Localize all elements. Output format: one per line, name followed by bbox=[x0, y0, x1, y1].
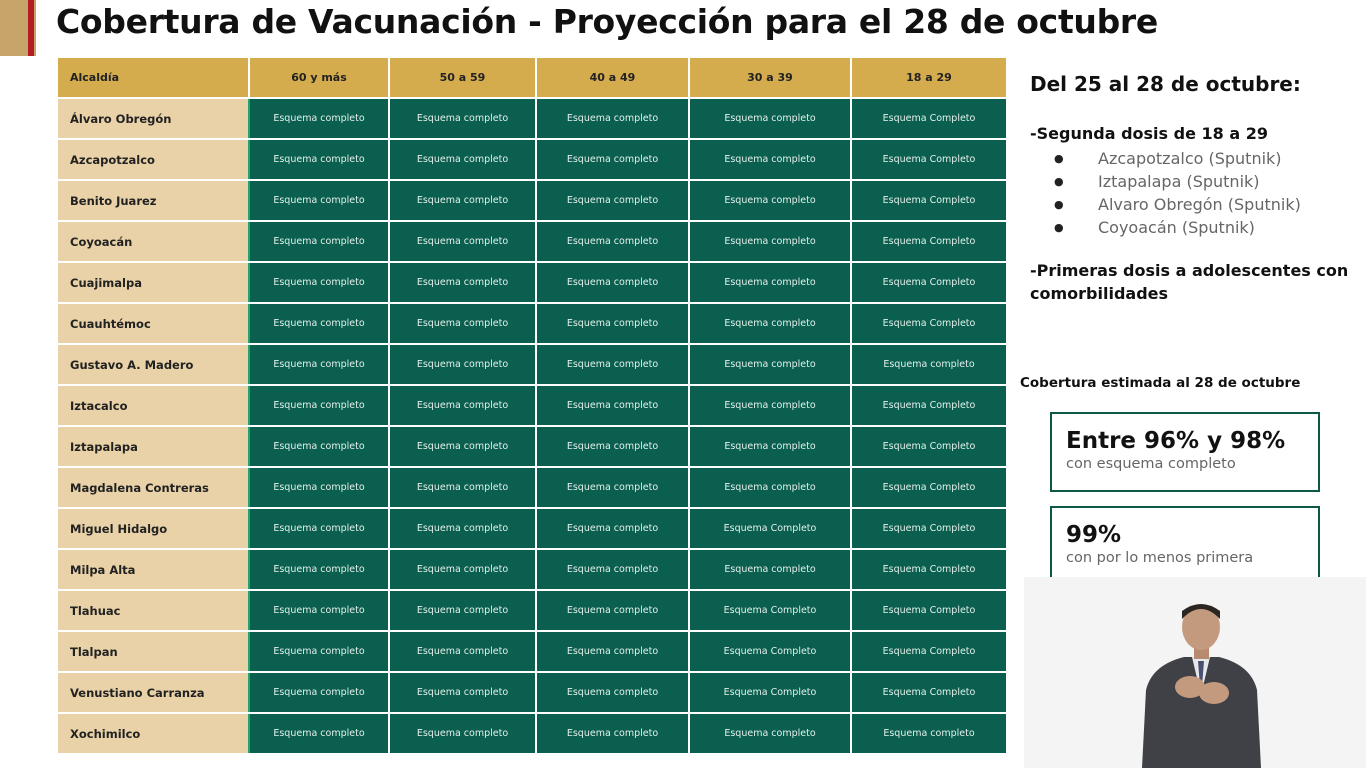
status-cell: Esquema Completo bbox=[851, 385, 1007, 426]
table-header: 30 a 39 bbox=[689, 57, 851, 98]
alcaldia-name: Milpa Alta bbox=[57, 549, 249, 590]
status-cell: Esquema completo bbox=[536, 221, 689, 262]
alcaldia-name: Iztacalco bbox=[57, 385, 249, 426]
status-cell: Esquema Completo bbox=[851, 98, 1007, 139]
table-header: Alcaldía bbox=[57, 57, 249, 98]
coverage-percent: 99% bbox=[1066, 522, 1122, 548]
table-row bbox=[57, 262, 1007, 303]
alcaldia-name: Venustiano Carranza bbox=[57, 672, 249, 713]
status-cell: Esquema completo bbox=[389, 426, 536, 467]
status-cell: Esquema completo bbox=[389, 631, 536, 672]
status-cell: Esquema completo bbox=[851, 344, 1007, 385]
status-cell: Esquema completo bbox=[389, 303, 536, 344]
table-row bbox=[57, 549, 1007, 590]
status-cell: Esquema completo bbox=[689, 262, 851, 303]
table-header: 50 a 59 bbox=[389, 57, 536, 98]
status-cell: Esquema Completo bbox=[851, 426, 1007, 467]
table-header: 60 y más bbox=[249, 57, 389, 98]
coverage-range: Entre 96% y 98% bbox=[1066, 428, 1286, 454]
status-cell: Esquema completo bbox=[249, 262, 389, 303]
page-title: Cobertura de Vacunación - Proyección para el 28 de octubre bbox=[56, 2, 1158, 41]
status-cell: Esquema completo bbox=[389, 467, 536, 508]
alcaldia-name: Xochimilco bbox=[57, 713, 249, 754]
status-cell: Esquema completo bbox=[249, 590, 389, 631]
status-cell: Esquema Completo bbox=[851, 467, 1007, 508]
status-cell: Esquema completo bbox=[389, 713, 536, 754]
status-cell: Esquema completo bbox=[536, 344, 689, 385]
status-cell: Esquema Completo bbox=[851, 508, 1007, 549]
status-cell: Esquema completo bbox=[249, 98, 389, 139]
status-cell: Esquema completo bbox=[389, 139, 536, 180]
status-cell: Esquema completo bbox=[536, 139, 689, 180]
table-row bbox=[57, 467, 1007, 508]
alcaldia-name: Cuajimalpa bbox=[57, 262, 249, 303]
status-cell: Esquema completo bbox=[536, 672, 689, 713]
status-cell: Esquema completo bbox=[536, 385, 689, 426]
status-cell: Esquema Completo bbox=[851, 303, 1007, 344]
table-row bbox=[57, 139, 1007, 180]
alcaldia-name: Cuauhtémoc bbox=[57, 303, 249, 344]
status-cell: Esquema completo bbox=[249, 672, 389, 713]
status-cell: Esquema completo bbox=[389, 385, 536, 426]
status-cell: Esquema Completo bbox=[851, 590, 1007, 631]
status-cell: Esquema Completo bbox=[689, 672, 851, 713]
alcaldia-name: Tlahuac bbox=[57, 590, 249, 631]
status-cell: Esquema completo bbox=[389, 549, 536, 590]
status-cell: Esquema completo bbox=[249, 139, 389, 180]
coverage-note: con esquema completo bbox=[1066, 456, 1236, 472]
list-item: ● Coyoacán (Sputnik) bbox=[1030, 216, 1360, 239]
table-row bbox=[57, 426, 1007, 467]
status-cell: Esquema completo bbox=[689, 426, 851, 467]
status-cell: Esquema completo bbox=[689, 713, 851, 754]
table-row bbox=[57, 180, 1007, 221]
status-cell: Esquema completo bbox=[689, 344, 851, 385]
table-row bbox=[57, 631, 1007, 672]
status-cell: Esquema completo bbox=[249, 303, 389, 344]
status-cell: Esquema completo bbox=[249, 344, 389, 385]
alcaldia-name: Tlalpan bbox=[57, 631, 249, 672]
status-cell: Esquema completo bbox=[389, 508, 536, 549]
status-cell: Esquema completo bbox=[536, 713, 689, 754]
status-cell: Esquema completo bbox=[689, 385, 851, 426]
table-header-row bbox=[57, 57, 1007, 98]
second-dose-heading: -Segunda dosis de 18 a 29 bbox=[1030, 124, 1268, 143]
table-row bbox=[57, 590, 1007, 631]
table-row bbox=[57, 385, 1007, 426]
status-cell: Esquema completo bbox=[249, 631, 389, 672]
status-cell: Esquema completo bbox=[389, 221, 536, 262]
coverage-table bbox=[56, 56, 1006, 755]
status-cell: Esquema completo bbox=[389, 262, 536, 303]
status-cell: Esquema completo bbox=[536, 303, 689, 344]
table-row bbox=[57, 303, 1007, 344]
status-cell: Esquema completo bbox=[536, 508, 689, 549]
status-cell: Esquema completo bbox=[249, 221, 389, 262]
status-cell: Esquema completo bbox=[536, 262, 689, 303]
table-row bbox=[57, 221, 1007, 262]
status-cell: Esquema Completo bbox=[851, 180, 1007, 221]
status-cell: Esquema completo bbox=[689, 549, 851, 590]
status-cell: Esquema completo bbox=[536, 180, 689, 221]
sputnik-list bbox=[1030, 147, 1360, 239]
status-cell: Esquema completo bbox=[249, 508, 389, 549]
interpreter-icon bbox=[1134, 595, 1269, 768]
status-cell: Esquema completo bbox=[389, 590, 536, 631]
status-cell: Esquema completo bbox=[536, 590, 689, 631]
coverage-box-complete bbox=[1050, 412, 1320, 492]
status-cell: Esquema completo bbox=[249, 385, 389, 426]
status-cell: Esquema Completo bbox=[689, 631, 851, 672]
list-item: ● Azcapotzalco (Sputnik) bbox=[1030, 147, 1360, 170]
alcaldia-name: Coyoacán bbox=[57, 221, 249, 262]
status-cell: Esquema Completo bbox=[689, 508, 851, 549]
period-heading: Del 25 al 28 de octubre: bbox=[1030, 72, 1301, 96]
status-cell: Esquema completo bbox=[249, 426, 389, 467]
table-row bbox=[57, 344, 1007, 385]
status-cell: Esquema completo bbox=[389, 98, 536, 139]
status-cell: Esquema Completo bbox=[851, 262, 1007, 303]
table-header: 40 a 49 bbox=[536, 57, 689, 98]
status-cell: Esquema completo bbox=[689, 221, 851, 262]
alcaldia-name: Miguel Hidalgo bbox=[57, 508, 249, 549]
status-cell: Esquema Completo bbox=[851, 672, 1007, 713]
status-cell: Esquema completo bbox=[536, 467, 689, 508]
sign-language-interpreter-video bbox=[1024, 577, 1366, 768]
alcaldia-name: Magdalena Contreras bbox=[57, 467, 249, 508]
alcaldia-name: Gustavo A. Madero bbox=[57, 344, 249, 385]
status-cell: Esquema completo bbox=[249, 713, 389, 754]
coverage-box-first bbox=[1050, 506, 1320, 586]
alcaldia-name: Benito Juarez bbox=[57, 180, 249, 221]
status-cell: Esquema completo bbox=[689, 303, 851, 344]
alcaldia-name: Azcapotzalco bbox=[57, 139, 249, 180]
status-cell: Esquema completo bbox=[389, 344, 536, 385]
alcaldia-name: Iztapalapa bbox=[57, 426, 249, 467]
status-cell: Esquema completo bbox=[536, 631, 689, 672]
adolescents-heading: -Primeras dosis a adolescentes con comorbilidades bbox=[1030, 261, 1349, 303]
status-cell: Esquema completo bbox=[536, 98, 689, 139]
status-cell: Esquema completo bbox=[851, 713, 1007, 754]
status-cell: Esquema completo bbox=[389, 180, 536, 221]
alcaldia-name: Álvaro Obregón bbox=[57, 98, 249, 139]
list-item: ● Alvaro Obregón (Sputnik) bbox=[1030, 193, 1360, 216]
coverage-note: con por lo menos primera bbox=[1066, 550, 1254, 566]
status-cell: Esquema Completo bbox=[851, 631, 1007, 672]
accent-red-stripe bbox=[28, 0, 34, 56]
table-header: 18 a 29 bbox=[851, 57, 1007, 98]
status-cell: Esquema Completo bbox=[689, 590, 851, 631]
status-cell: Esquema completo bbox=[536, 549, 689, 590]
status-cell: Esquema completo bbox=[689, 139, 851, 180]
status-cell: Esquema completo bbox=[249, 467, 389, 508]
table-row bbox=[57, 713, 1007, 754]
table-row bbox=[57, 672, 1007, 713]
status-cell: Esquema completo bbox=[689, 180, 851, 221]
status-cell: Esquema completo bbox=[689, 467, 851, 508]
table-row bbox=[57, 508, 1007, 549]
status-cell: Esquema completo bbox=[249, 180, 389, 221]
coverage-label: Cobertura estimada al 28 de octubre bbox=[1020, 375, 1301, 391]
list-item: ● Iztapalapa (Sputnik) bbox=[1030, 170, 1360, 193]
status-cell: Esquema Completo bbox=[851, 549, 1007, 590]
table-row bbox=[57, 98, 1007, 139]
status-cell: Esquema Completo bbox=[851, 139, 1007, 180]
status-cell: Esquema completo bbox=[389, 672, 536, 713]
status-cell: Esquema Completo bbox=[851, 221, 1007, 262]
info-panel bbox=[1030, 70, 1360, 305]
status-cell: Esquema completo bbox=[536, 426, 689, 467]
status-cell: Esquema completo bbox=[689, 98, 851, 139]
status-cell: Esquema completo bbox=[249, 549, 389, 590]
